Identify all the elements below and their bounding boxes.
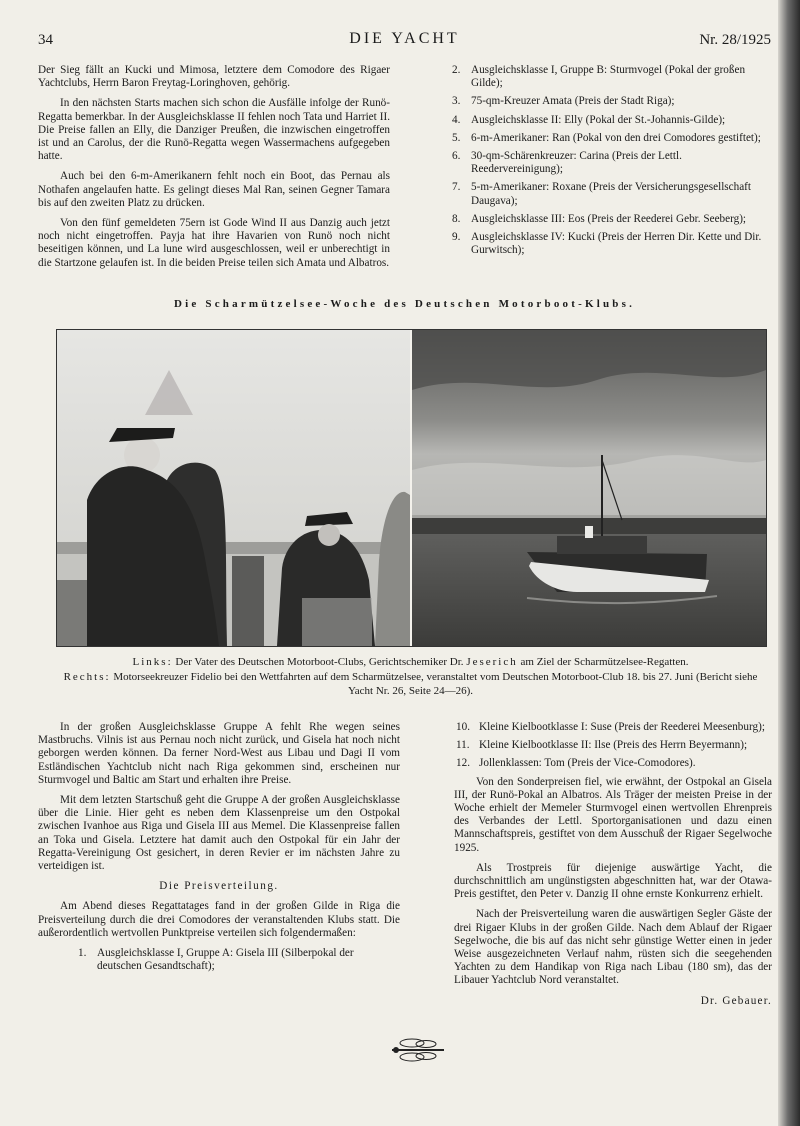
list-item: 7. 5-m-Amerikaner: Roxane (Preis der Versicherungsgesellschaft Daugava);	[452, 181, 752, 207]
page-header	[38, 30, 771, 52]
list-item: 5. 6-m-Amerikaner: Ran (Pokal von den drei Comodores gestiftet);	[452, 131, 761, 144]
list-item: 8. Ausgleichsklasse III: Eos (Preis der Reederei Gebr. Seeberg);	[452, 212, 747, 225]
list-item: 6. 30-qm-Schärenkreuzer: Carina (Preis der Lettl. Reedervereinigung);	[452, 150, 682, 176]
list-item: 11. Kleine Kielbootklasse II: Ilse (Preis des Herrn Beyermann);	[456, 739, 748, 752]
photographs	[57, 330, 766, 646]
paragraph: Von den fünf gemeldeten 75ern ist Gode Wind II aus Danzig auch jetzt noch nicht eingetroffen. Payja hat ihre Havarien von Runö noch nicht beseitigen können, und La lune wird ausgeschlossen, weil er unberechtigt in die Startzone gelaufen ist. In die beiden Preise teilen sich Amata und Albatros.	[38, 217, 390, 269]
bottom-left-column	[38, 721, 400, 978]
list-item: 12. Jollenklassen: Tom (Preis der Vice-Comodores).	[456, 757, 696, 770]
photo-caption	[56, 655, 765, 699]
author-signature: Dr. Gebauer.	[700, 994, 772, 1007]
photo-left-jeserich	[57, 330, 410, 646]
issue-number: Nr. 28/1925	[699, 32, 771, 48]
list-item: 10. Kleine Kielbootklasse I: Suse (Preis der Reederei Meesenburg);	[456, 721, 765, 733]
top-right-column	[452, 64, 772, 262]
photo-right-fidelio	[412, 330, 766, 646]
photo-pair	[56, 329, 767, 647]
paragraph: Nach der Preisverteilung waren die auswärtigen Segler Gäste der drei Rigaer Klubs in der großen Gilde. Nach dem Ablauf der Rigaer Segelwoche, die bis auf das nicht sehr günstige Wetter einen in jeder Weise ausgezeichneten Verlauf nahm, rüsten sich die seegehenden Yachten zu dem Handikap von Riga nach Libau (180 sm), das der Libauer Yachtclub Nord veranstaltet.	[454, 908, 772, 987]
subheading: Die Preisverteilung.	[159, 880, 279, 893]
paragraph: Der Sieg fällt an Kucki und Mimosa, letztere dem Comodore des Rigaer Yachtclubs, Herrn Baron Freytag-Loringhoven, gehörig.	[38, 64, 390, 90]
prize-list	[452, 64, 772, 257]
magazine-title: DIE YACHT	[349, 30, 460, 47]
page-number: 34	[38, 32, 53, 48]
bottom-right-column	[454, 721, 772, 1008]
dragonfly-ornament-icon	[388, 1036, 448, 1064]
list-item: 1. Ausgleichsklasse I, Gruppe A: Gisela III (Silberpokal der deutschen Gesandtschaft);	[78, 947, 354, 973]
paragraph: In der großen Ausgleichsklasse Gruppe A fehlt Rhe wegen seines Mastbruchs. Vilnis ist aus Pernau noch nicht zurück, und Gisela hat noch nicht geborgen werden können. Da ferner Nord-West aus Libau und Dagi II vom Estländischen Yachtclub nicht nach Riga gekommen sind, erscheinen nur Sturmvogel und Baltic am Start und erhalten ihre Preise.	[38, 721, 400, 786]
paragraph: Am Abend dieses Regattatages fand in der großen Gilde in Riga die Preisverteilung durch die drei Comodores der veranstaltenden Klubs statt. Die außerordentlich wertvollen Punktpreise verteilen sich folgendermaßen:	[38, 900, 400, 939]
paragraph: Als Trostpreis für diejenige auswärtige Yacht, die durchschnittlich am ungünstigsten abgeschnitten hat, war der Otawa-Preis gestiftet, den Peter v. Danzig II ohne ernste Konkurrenz erhielt.	[454, 861, 772, 901]
caption-links-label: Links:	[132, 656, 173, 668]
paragraph: Mit dem letzten Startschuß geht die Gruppe A der großen Ausgleichsklasse über die Linie. Hier geht es neben dem Klassenpreise um den Ostpokal zwischen Ivanhoe aus Riga und Gisela III aus Memel. Die Klassenpreise fallen an Toka und Gisela. Letztere hat damit auch den Ostpokal für ein Jahr der Regatta-Vereinigung Ost gesichert, in deren Revier er im nächsten Jahre zu verteidigen ist.	[38, 794, 400, 873]
caption-rechts-text: Motorseekreuzer Fidelio bei den Wettfahrten auf dem Scharmützelsee, veranstaltet vom Deutschen Motorboot-Club 18. bis 27. Juni (Bericht siehe Yacht Nr. 26, Seite 24—26).	[113, 670, 758, 697]
caption-rechts-label: Rechts:	[63, 670, 111, 683]
list-item: 3. 75-qm-Kreuzer Amata (Preis der Stadt Riga);	[452, 95, 675, 108]
list-item: 2. Ausgleichsklasse I, Gruppe B: Sturmvogel (Pokal der großen Gilde);	[452, 64, 746, 90]
paragraph: In den nächsten Starts machen sich schon die Ausfälle infolge der Runö-Regatta bemerkbar. In der Ausgleichsklasse II fehlen noch Tata und Harriet II. Die Preise fallen an Elly, die Danziger Preußen, die inzwischen eingetroffen ist und an Carolus, der die Runö-Regatta wegen Wassermachens aufgegeben hatte.	[38, 97, 390, 163]
paragraph: Von den Sonderpreisen fiel, wie erwähnt, der Ostpokal an Gisela III, der Runö-Pokal an Albatros. Als Träger der meisten Preise in der Woche erhielt der Memeler Sturmvogel einen wertvollen Ehrenpreis des Verbandes der Lettl. Sportorganisationen und dazu einen Mannschaftspreis, gestiftet von dem Ausschuß der Rigaer Segelwoche 1925.	[454, 775, 772, 854]
caption-links-name: Jeserich	[466, 656, 518, 668]
caption-links-tail: am Ziel der Scharmützelsee-Regatten.	[520, 656, 689, 668]
caption-links-text: Der Vater des Deutschen Motorboot-Clubs, Gerichtschemiker Dr.	[175, 656, 464, 668]
list-item: 9. Ausgleichsklasse IV: Kucki (Preis der Herren Dir. Kette und Dir. Gurwitsch);	[452, 231, 762, 257]
section-title: Die Scharmützelsee-Woche des Deutschen Motorboot-Klubs.	[173, 298, 636, 310]
prize-list	[454, 721, 772, 771]
page-edge-shadow	[778, 0, 800, 1126]
list-item: 4. Ausgleichsklasse II: Elly (Pokal der St.-Johannis-Gilde);	[452, 113, 726, 126]
paragraph: Auch bei den 6-m-Amerikanern fehlt noch ein Boot, das Pernau als Nothafen angelaufen hatte. Es gelingt dieses Mal Ran, seinen Gegner Tamara bis auf den zweiten Platz zu drücken.	[38, 170, 390, 209]
prize-list	[78, 947, 400, 973]
top-left-column	[38, 64, 390, 277]
